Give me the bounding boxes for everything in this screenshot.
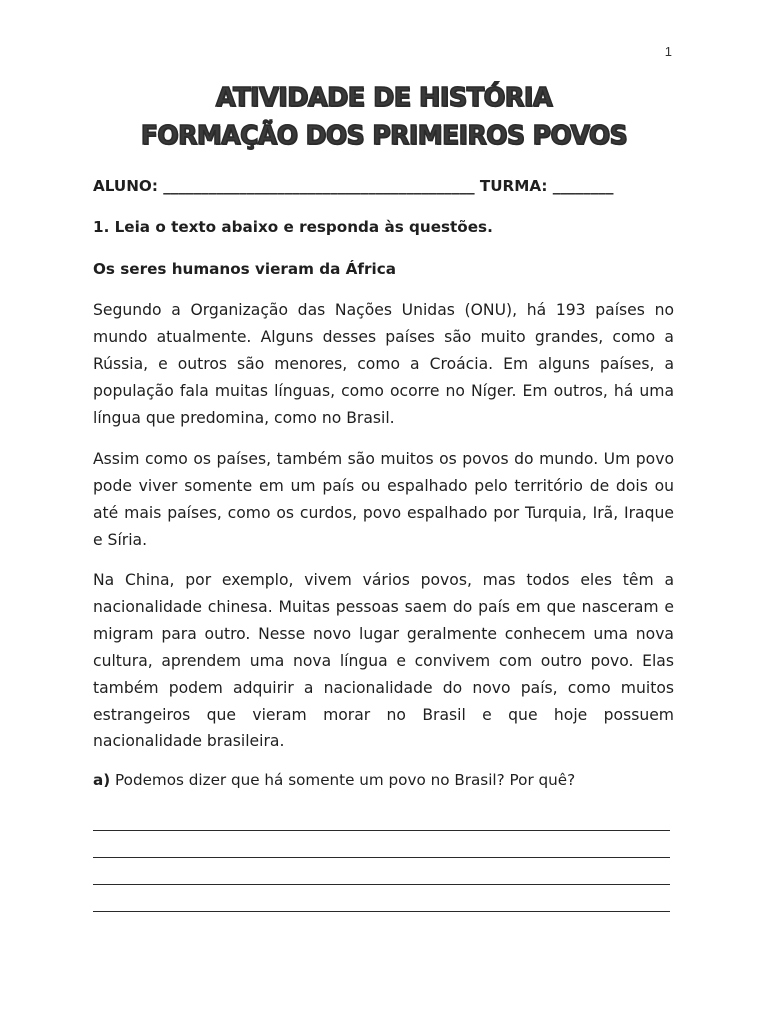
question-a [93,771,674,789]
paragraph-1: Segundo a Organização das Nações Unidas (ONU), há 193 países no mundo atualmente. Alguns desses países são muito grandes, como a Rússia, e outros são menores, como a Croácia. Em alguns países, a população fala muitas línguas, como ocorre no Níger. Em outros, há uma língua que predomina, como no Brasil. [93,301,674,427]
answer-line-1[interactable] [93,830,670,831]
paragraph-3: Na China, por exemplo, vivem vários povos, mas todos eles têm a nacionalidade chinesa. Muitas pessoas saem do país em que nasceram e migram para outro. Nesse novo lugar geralmente conhecem uma nova cultura, aprendem uma nova língua e convivem com outro povo. Elas também podem adquirir a nacionalidade do novo país, como muitos estrangeiros que vieram morar no Brasil e que hoje possuem nacionalidade brasileira. [93,571,674,751]
page-number: 1 [664,44,672,59]
student-turma-line: ALUNO: _________________________________________ TURMA: ________ [93,177,614,195]
question-header: 1. Leia o texto abaixo e responda às questões. [93,218,493,236]
answer-line-3[interactable] [93,884,670,885]
text-title: Os seres humanos vieram da África [93,260,396,278]
title-line-1: ATIVIDADE DE HISTÓRIA [215,83,553,113]
answer-line-4[interactable] [93,911,670,912]
question-a-label: a) [93,771,111,789]
title-line-2: FORMAÇÃO DOS PRIMEIROS POVOS [140,121,628,151]
answer-line-2[interactable] [93,857,670,858]
paragraph-2: Assim como os países, também são muitos os povos do mundo. Um povo pode viver somente em um país ou espalhado pelo território de dois ou até mais países, como os curdos, povo espalhado por Turquia, Irã, Iraque e Síria. [93,450,674,549]
question-a-text: Podemos dizer que há somente um povo no Brasil? Por quê? [110,771,576,789]
